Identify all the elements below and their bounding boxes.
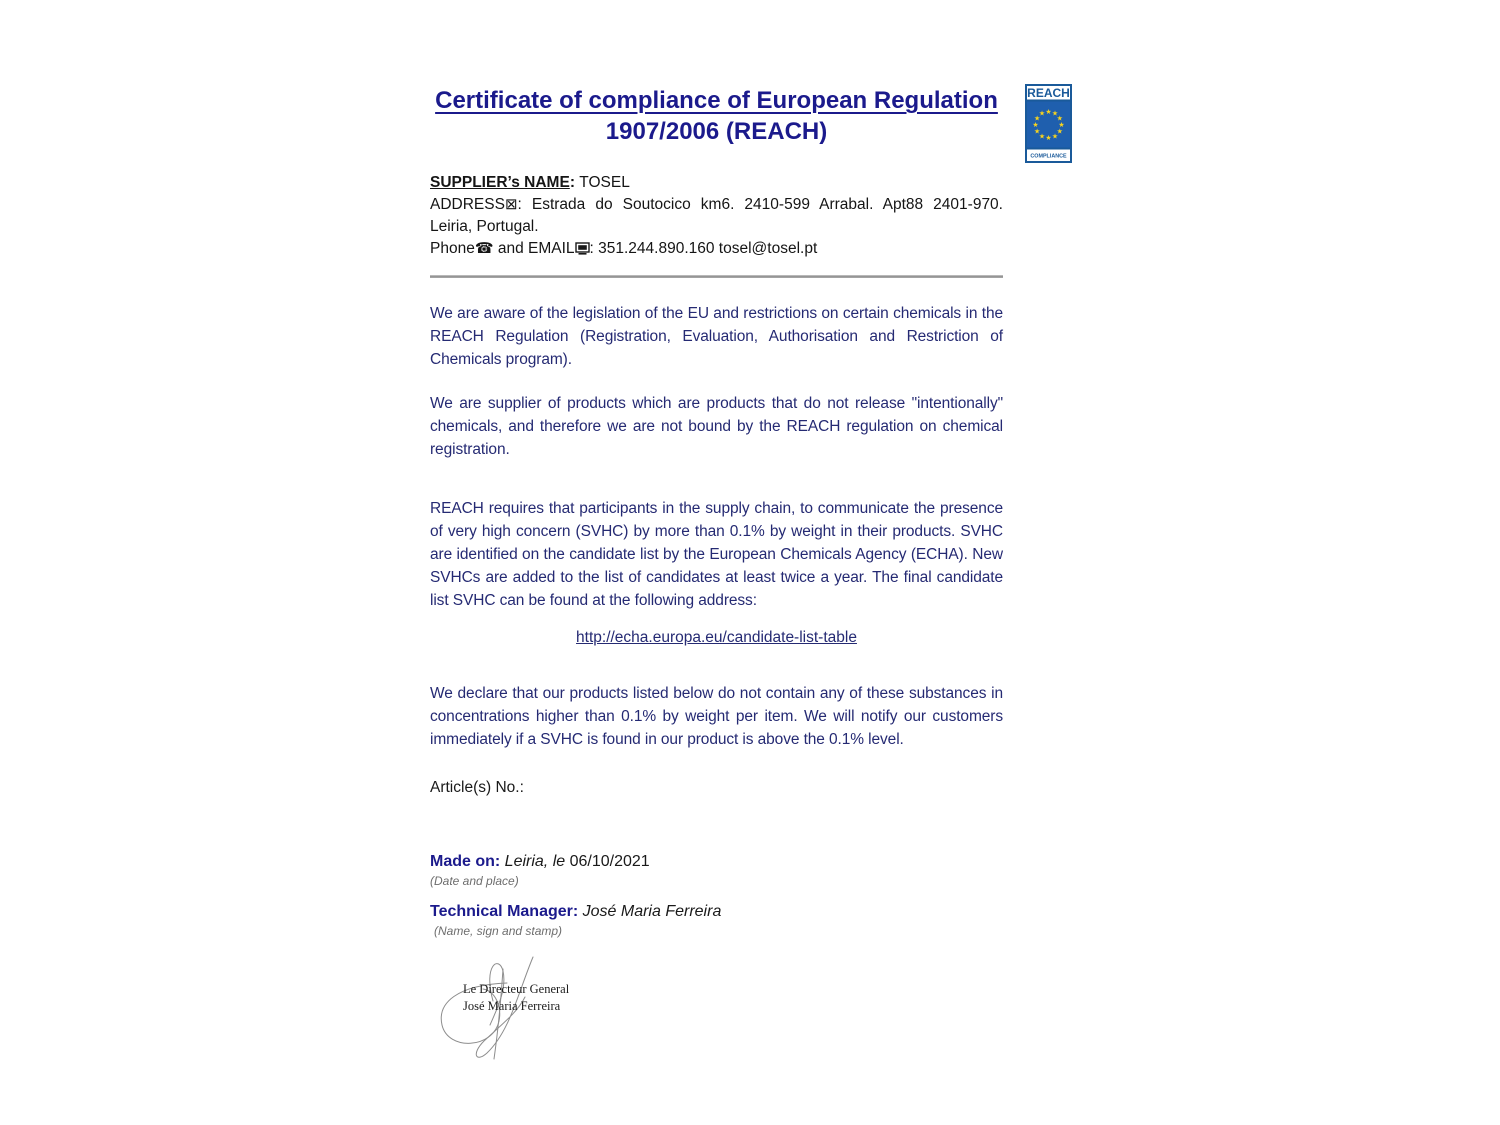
- supplier-name-label: SUPPLIER’s NAME: [430, 174, 570, 191]
- made-on-place: Leiria, le: [500, 853, 566, 870]
- supplier-name-line: [430, 172, 1003, 194]
- svg-text:★: ★: [1038, 110, 1046, 118]
- technical-manager-name: José Maria Ferreira: [578, 903, 722, 920]
- envelope-icon: ⊠: [504, 196, 518, 213]
- candidate-list-link-line: [430, 628, 1003, 648]
- title-line-1: Certificate of compliance of European Regulation: [435, 87, 998, 114]
- svg-text:★: ★: [1056, 115, 1063, 123]
- paragraph-reach-awareness: We are aware of the legislation of the EU and restrictions on certain chemicals in the REACH Regulation (Registration, Evaluation, Authorisation and Restriction of Chemicals program).: [430, 305, 1003, 368]
- reach-logo-title: REACH: [1027, 86, 1070, 100]
- svg-text:★: ★: [1051, 133, 1059, 141]
- svg-text:★: ★: [1034, 128, 1041, 136]
- technical-manager-label: Technical Manager:: [430, 903, 579, 920]
- svg-text:★: ★: [1058, 122, 1065, 129]
- signature-title-line: Le Directeur General: [463, 982, 570, 996]
- phone-icon: ☎: [474, 240, 494, 257]
- articles-no-label: Article(s) No.:: [430, 779, 524, 796]
- svg-text:★: ★: [1034, 115, 1041, 123]
- phone-label: Phone: [430, 240, 475, 257]
- svg-text:★: ★: [1045, 135, 1052, 142]
- title-line-2: 1907/2006 (REACH): [605, 118, 828, 145]
- document-title: [430, 85, 1003, 147]
- signature-stamp-text: [463, 981, 569, 1015]
- signature-area: [430, 959, 1003, 1089]
- document-content: [430, 85, 1003, 1089]
- email-label: and EMAIL: [493, 240, 575, 257]
- signature-name-line: José Maria Ferreira: [463, 999, 561, 1013]
- reach-logo-graphic: [1025, 84, 1072, 163]
- handwritten-signature-icon: [415, 951, 605, 1081]
- contact-value: : 351.244.890.160 tosel@tosel.pt: [589, 240, 818, 257]
- made-on-date: 06/10/2021: [565, 853, 650, 870]
- candidate-list-link[interactable]: http://echa.europa.eu/candidate-list-table: [576, 629, 857, 646]
- supplier-name-colon: :: [569, 174, 580, 191]
- svg-text:★: ★: [1032, 122, 1039, 129]
- address-label: ADDRESS: [430, 196, 505, 213]
- made-on-label: Made on:: [430, 853, 501, 870]
- reach-compliance-logo: [1025, 84, 1072, 163]
- supplier-info-block: [430, 172, 1003, 262]
- svg-text:★: ★: [1045, 109, 1052, 116]
- paragraph-svhc-requirements: REACH requires that participants in the supply chain, to communicate the presence of very high concern (SVHC) by more than 0.1% by weight in their products. SVHC are identified on the candidate list by the European Chemicals Agency (ECHA). New SVHCs are added to the list of candidates at least twice a year. The final candidate list SVHC can be found at the following address:: [430, 500, 1003, 609]
- address-value: : Estrada do Soutocico km6. 2410-599 Arrabal. Apt88 2401-970. Leiria, Portugal.: [430, 196, 1003, 235]
- horizontal-divider: [430, 275, 1003, 278]
- paragraph-supplier-statement: We are supplier of products which are products that do not release "intentionally" chemicals, and therefore we are not bound by the REACH regulation on chemical registration.: [430, 395, 1003, 458]
- supplier-name-value: TOSEL: [579, 174, 630, 191]
- made-on-line: [430, 852, 1003, 872]
- technical-manager-line: [430, 902, 1003, 922]
- computer-icon: [575, 240, 590, 262]
- reach-logo-compliance-label: COMPLIANCE: [1030, 153, 1067, 160]
- svg-text:★: ★: [1056, 128, 1063, 136]
- supplier-address-line: [430, 194, 1003, 238]
- svg-text:★: ★: [1038, 133, 1046, 141]
- name-sign-stamp-caption: (Name, sign and stamp): [434, 924, 563, 938]
- date-place-caption: (Date and place): [430, 874, 519, 888]
- supplier-contact-line: [430, 238, 1003, 262]
- paragraph-declaration: We declare that our products listed below do not contain any of these substances in concentrations higher than 0.1% by weight per item. We will notify our customers immediately if a SVHC is found in our product is above the 0.1% level.: [430, 685, 1003, 748]
- svg-text:★: ★: [1051, 110, 1059, 118]
